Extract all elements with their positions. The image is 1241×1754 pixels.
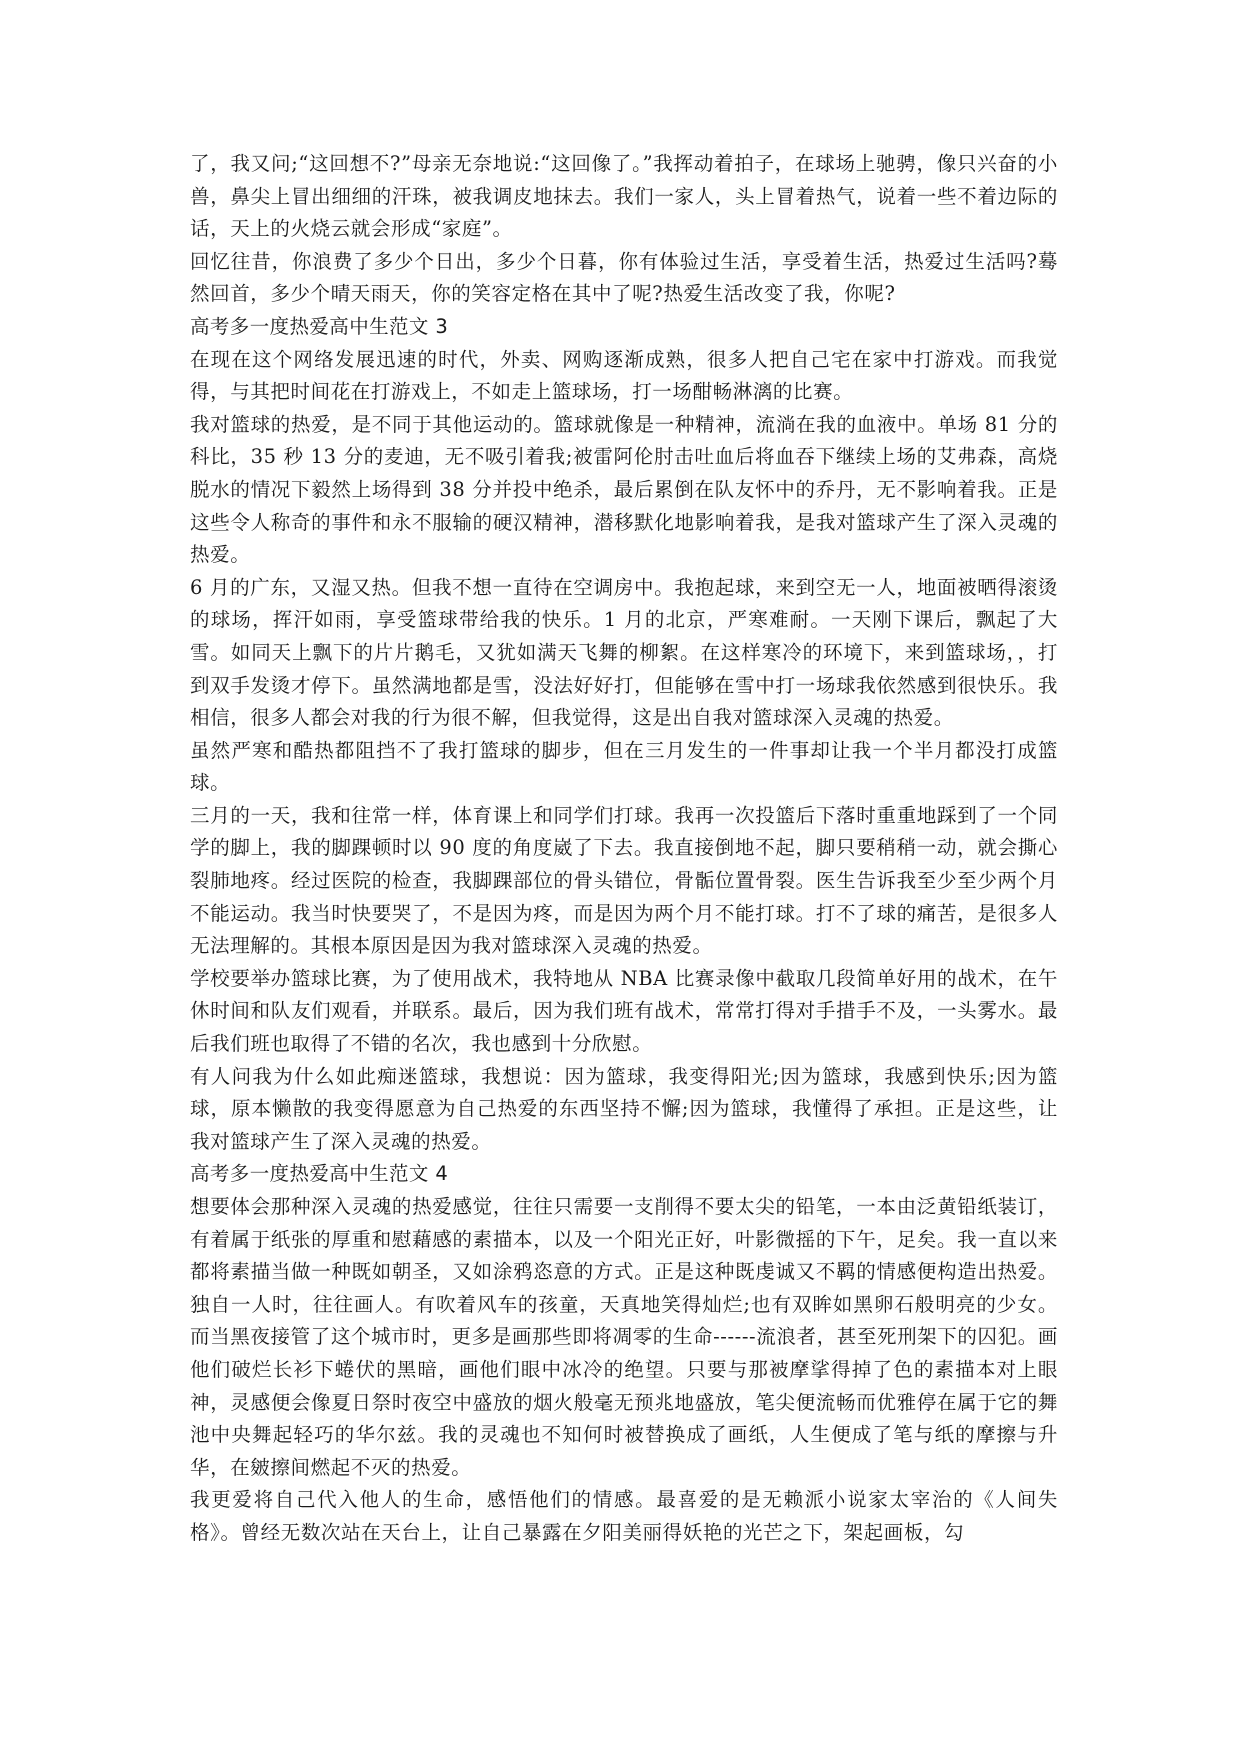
paragraph: 三月的一天，我和往常一样，体育课上和同学们打球。我再一次投篮后下落时重重地踩到了一个同学的脚上，我的脚踝顿时以 90 度的角度崴了下去。我直接倒地不起，脚只要稍稍一动，就会撕心裂肺地疼。经过医院的检查，我脚踝部位的骨头错位，骨骺位置骨裂。医生告诉我至少至少两个月不能运动。我当时快要哭了，不是因为疼，而是因为两个月不能打球。打不了球的痛苦，是很多人无法理解的。其根本原因是因为我对篮球深入灵魂的热爱。 [190, 803, 1058, 958]
paragraph: 有人问我为什么如此痴迷篮球，我想说：因为篮球，我变得阳光;因为篮球，我感到快乐;因为篮球，原本懒散的我变得愿意为自己热爱的东西坚持不懈;因为篮球，我懂得了承担。正是这些，让我对篮球产生了深入灵魂的热爱。 [190, 1064, 1058, 1153]
paragraph: 6 月的广东，又湿又热。但我不想一直待在空调房中。我抱起球，来到空无一人，地面被晒得滚烫的球场，挥汗如雨，享受篮球带给我的快乐。1 月的北京，严寒难耐。一天刚下课后，飘起了大雪。如同天上飘下的片片鹅毛，又犹如满天飞舞的柳絮。在这样寒冷的环境下，来到篮球场，，打到双手发烫才停下。虽然满地都是雪，没法好好打，但能够在雪中打一场球我依然感到很快乐。我相信，很多人都会对我的行为很不解，但我觉得，这是出自我对篮球深入灵魂的热爱。 [190, 575, 1058, 730]
paragraph: 回忆往昔，你浪费了多少个日出，多少个日暮，你有体验过生活，享受着生活，热爱过生活吗?蓦然回首，多少个晴天雨天，你的笑容定格在其中了呢?热爱生活改变了我，你呢? [190, 249, 1058, 306]
paragraph: 想要体会那种深入灵魂的热爱感觉，往往只需要一支削得不要太尖的铅笔，一本由泛黄铅纸装订，有着属于纸张的厚重和慰藉感的素描本，以及一个阳光正好，叶影微摇的下午，足矣。我一直以来都将素描当做一种既如朝圣，又如涂鸦恣意的方式。正是这种既虔诚又不羁的情感便构造出热爱。独自一人时，往往画人。有吹着风车的孩童，天真地笑得灿烂;也有双眸如黑卵石般明亮的少女。而当黑夜接管了这个城市时，更多是画那些即将凋零的生命------流浪者，甚至死刑架下的囚犯。画他们破烂长衫下蜷伏的黑暗，画他们眼中冰冷的绝望。只要与那被摩挲得掉了色的素描本对上眼神，灵感便会像夏日祭时夜空中盛放的烟火般毫无预兆地盛放，笔尖便流畅而优雅停在属于它的舞池中央舞起轻巧的华尔兹。我的灵魂也不知何时被替换成了画纸，人生便成了笔与纸的摩擦与升华，在皴擦间燃起不灭的热爱。 [190, 1195, 1058, 1479]
paragraph: 我对篮球的热爱，是不同于其他运动的。篮球就像是一种精神，流淌在我的血液中。单场 81 分的科比，35 秒 13 分的麦迪，无不吸引着我;被雷阿伦肘击吐血后将血吞下继续上场的艾弗森，高烧脱水的情况下毅然上场得到 38 分并投中绝杀，最后累倒在队友怀中的乔丹，无不影响着我。正是这些令人称奇的事件和永不服输的硬汉精神，潜移默化地影响着我，是我对篮球产生了深入灵魂的热爱。 [190, 412, 1058, 567]
paragraph: 在现在这个网络发展迅速的时代，外卖、网购逐渐成熟，很多人把自己宅在家中打游戏。而我觉得，与其把时间花在打游戏上，不如走上篮球场，打一场酣畅淋漓的比赛。 [190, 347, 1058, 404]
paragraph: 了，我又问;“这回想不?”母亲无奈地说:“这回像了。”我挥动着拍子，在球场上驰骋，像只兴奋的小兽，鼻尖上冒出细细的汗珠，被我调皮地抹去。我们一家人，头上冒着热气，说着一些不着边际的话，天上的火烧云就会形成“家庭”。 [190, 152, 1058, 241]
section-heading: 高考多一度热爱高中生范文 3 [190, 314, 449, 338]
paragraph: 虽然严寒和酷热都阻挡不了我打篮球的脚步，但在三月发生的一件事却让我一个半月都没打成篮球。 [190, 738, 1058, 795]
document-body [190, 148, 1058, 1550]
paragraph: 我更爱将自己代入他人的生命，感悟他们的情感。最喜爱的是无赖派小说家太宰治的《人间失格》。曾经无数次站在天台上，让自己暴露在夕阳美丽得妖艳的光芒之下，架起画板，勾 [190, 1488, 1058, 1544]
section-heading: 高考多一度热爱高中生范文 4 [190, 1162, 449, 1186]
paragraph: 学校要举办篮球比赛，为了使用战术，我特地从 NBA 比赛录像中截取几段简单好用的战术，在午休时间和队友们观看，并联系。最后，因为我们班有战术，常常打得对手措手不及，一头雾水。最后我们班也取得了不错的名次，我也感到十分欣慰。 [190, 966, 1058, 1056]
